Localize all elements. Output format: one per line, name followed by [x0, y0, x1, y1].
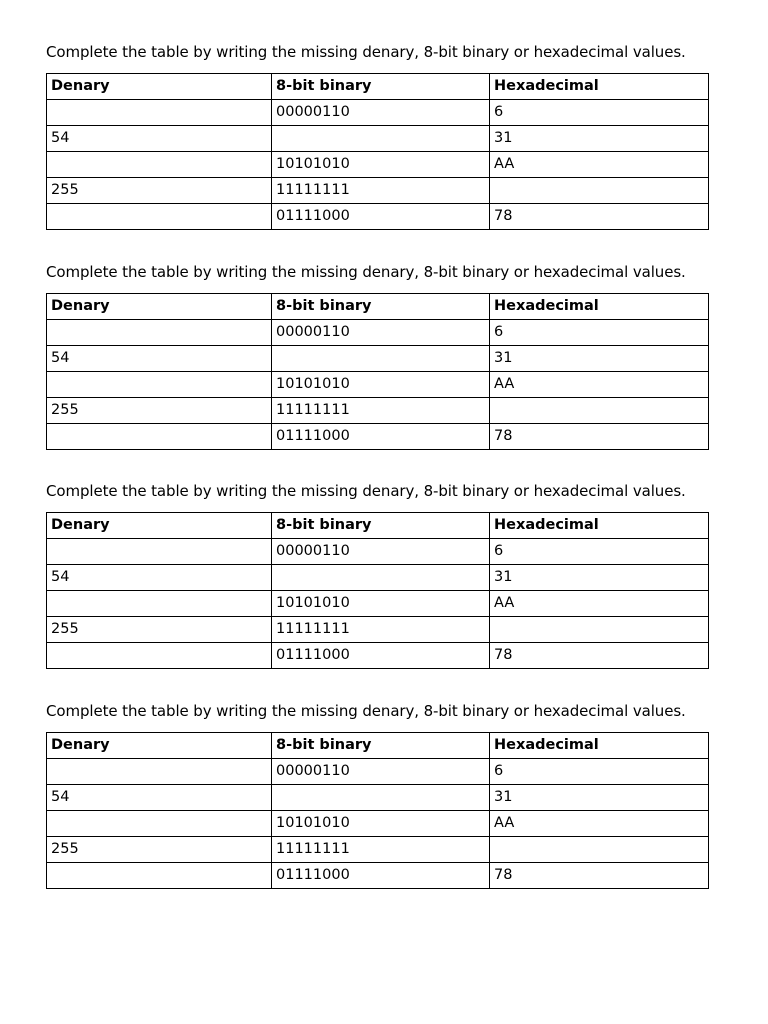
column-header-binary: 8-bit binary — [272, 733, 490, 759]
hexadecimal-cell[interactable] — [490, 398, 709, 424]
hexadecimal-cell[interactable]: 6 — [490, 539, 709, 565]
denary-cell[interactable]: 255 — [47, 617, 272, 643]
question-instruction: Complete the table by writing the missing denary, 8-bit binary or hexadecimal values. — [46, 482, 686, 500]
table-row — [47, 785, 709, 811]
table-row — [47, 837, 709, 863]
binary-cell[interactable]: 00000110 — [272, 539, 490, 565]
binary-cell[interactable]: 01111000 — [272, 643, 490, 669]
column-header-denary: Denary — [47, 513, 272, 539]
denary-cell[interactable] — [47, 539, 272, 565]
hexadecimal-cell[interactable]: 31 — [490, 126, 709, 152]
column-header-hexadecimal: Hexadecimal — [490, 74, 709, 100]
column-header-hexadecimal: Hexadecimal — [490, 733, 709, 759]
denary-cell[interactable] — [47, 759, 272, 785]
table-row — [47, 100, 709, 126]
column-header-denary: Denary — [47, 74, 272, 100]
denary-cell[interactable] — [47, 643, 272, 669]
table-row — [47, 863, 709, 889]
denary-cell[interactable] — [47, 811, 272, 837]
binary-cell[interactable]: 01111000 — [272, 424, 490, 450]
binary-cell[interactable]: 10101010 — [272, 372, 490, 398]
column-header-denary: Denary — [47, 733, 272, 759]
denary-cell[interactable] — [47, 204, 272, 230]
binary-cell[interactable]: 01111000 — [272, 863, 490, 889]
hexadecimal-cell[interactable]: AA — [490, 591, 709, 617]
hexadecimal-cell[interactable]: AA — [490, 372, 709, 398]
table-row — [47, 320, 709, 346]
binary-cell[interactable] — [272, 785, 490, 811]
table-row — [47, 126, 709, 152]
denary-cell[interactable]: 255 — [47, 178, 272, 204]
denary-cell[interactable]: 54 — [47, 126, 272, 152]
hexadecimal-cell[interactable]: AA — [490, 152, 709, 178]
table-row — [47, 617, 709, 643]
binary-cell[interactable]: 10101010 — [272, 152, 490, 178]
hexadecimal-cell[interactable]: AA — [490, 811, 709, 837]
denary-cell[interactable]: 255 — [47, 398, 272, 424]
table-row — [47, 643, 709, 669]
denary-cell[interactable] — [47, 100, 272, 126]
hexadecimal-cell[interactable] — [490, 617, 709, 643]
binary-cell[interactable] — [272, 346, 490, 372]
hexadecimal-cell[interactable] — [490, 178, 709, 204]
binary-cell[interactable]: 11111111 — [272, 837, 490, 863]
hexadecimal-cell[interactable]: 78 — [490, 424, 709, 450]
denary-cell[interactable]: 54 — [47, 565, 272, 591]
hexadecimal-cell[interactable]: 31 — [490, 785, 709, 811]
conversion-table — [46, 73, 709, 230]
binary-cell[interactable]: 11111111 — [272, 178, 490, 204]
denary-cell[interactable]: 54 — [47, 785, 272, 811]
hexadecimal-cell[interactable]: 78 — [490, 204, 709, 230]
column-header-binary: 8-bit binary — [272, 294, 490, 320]
binary-cell[interactable]: 10101010 — [272, 591, 490, 617]
denary-cell[interactable] — [47, 152, 272, 178]
question-section-1 — [46, 42, 709, 230]
binary-cell[interactable]: 10101010 — [272, 811, 490, 837]
conversion-table — [46, 512, 709, 669]
column-header-hexadecimal: Hexadecimal — [490, 513, 709, 539]
table-row — [47, 178, 709, 204]
hexadecimal-cell[interactable]: 6 — [490, 100, 709, 126]
column-header-hexadecimal: Hexadecimal — [490, 294, 709, 320]
denary-cell[interactable] — [47, 372, 272, 398]
table-row — [47, 759, 709, 785]
column-header-binary: 8-bit binary — [272, 513, 490, 539]
question-instruction: Complete the table by writing the missing denary, 8-bit binary or hexadecimal values. — [46, 702, 686, 720]
question-instruction: Complete the table by writing the missing denary, 8-bit binary or hexadecimal values. — [46, 43, 686, 61]
table-header-row — [47, 513, 709, 539]
denary-cell[interactable] — [47, 424, 272, 450]
table-row — [47, 424, 709, 450]
binary-cell[interactable]: 01111000 — [272, 204, 490, 230]
binary-cell[interactable]: 00000110 — [272, 320, 490, 346]
hexadecimal-cell[interactable] — [490, 837, 709, 863]
table-row — [47, 204, 709, 230]
binary-cell[interactable]: 00000110 — [272, 100, 490, 126]
table-header-row — [47, 74, 709, 100]
hexadecimal-cell[interactable]: 6 — [490, 320, 709, 346]
table-row — [47, 398, 709, 424]
question-section-3 — [46, 481, 709, 669]
binary-cell[interactable]: 11111111 — [272, 617, 490, 643]
column-header-binary: 8-bit binary — [272, 74, 490, 100]
conversion-table — [46, 732, 709, 889]
question-section-4 — [46, 701, 709, 889]
question-instruction: Complete the table by writing the missing denary, 8-bit binary or hexadecimal values. — [46, 263, 686, 281]
hexadecimal-cell[interactable]: 78 — [490, 863, 709, 889]
denary-cell[interactable] — [47, 863, 272, 889]
hexadecimal-cell[interactable]: 78 — [490, 643, 709, 669]
table-header-row — [47, 733, 709, 759]
table-row — [47, 811, 709, 837]
table-row — [47, 152, 709, 178]
binary-cell[interactable] — [272, 126, 490, 152]
table-row — [47, 539, 709, 565]
question-section-2 — [46, 262, 709, 450]
hexadecimal-cell[interactable]: 31 — [490, 346, 709, 372]
denary-cell[interactable] — [47, 591, 272, 617]
table-row — [47, 591, 709, 617]
hexadecimal-cell[interactable]: 31 — [490, 565, 709, 591]
denary-cell[interactable]: 54 — [47, 346, 272, 372]
table-row — [47, 346, 709, 372]
table-row — [47, 565, 709, 591]
binary-cell[interactable] — [272, 565, 490, 591]
denary-cell[interactable]: 255 — [47, 837, 272, 863]
column-header-denary: Denary — [47, 294, 272, 320]
table-header-row — [47, 294, 709, 320]
table-row — [47, 372, 709, 398]
conversion-table — [46, 293, 709, 450]
denary-cell[interactable] — [47, 320, 272, 346]
binary-cell[interactable]: 00000110 — [272, 759, 490, 785]
hexadecimal-cell[interactable]: 6 — [490, 759, 709, 785]
binary-cell[interactable]: 11111111 — [272, 398, 490, 424]
